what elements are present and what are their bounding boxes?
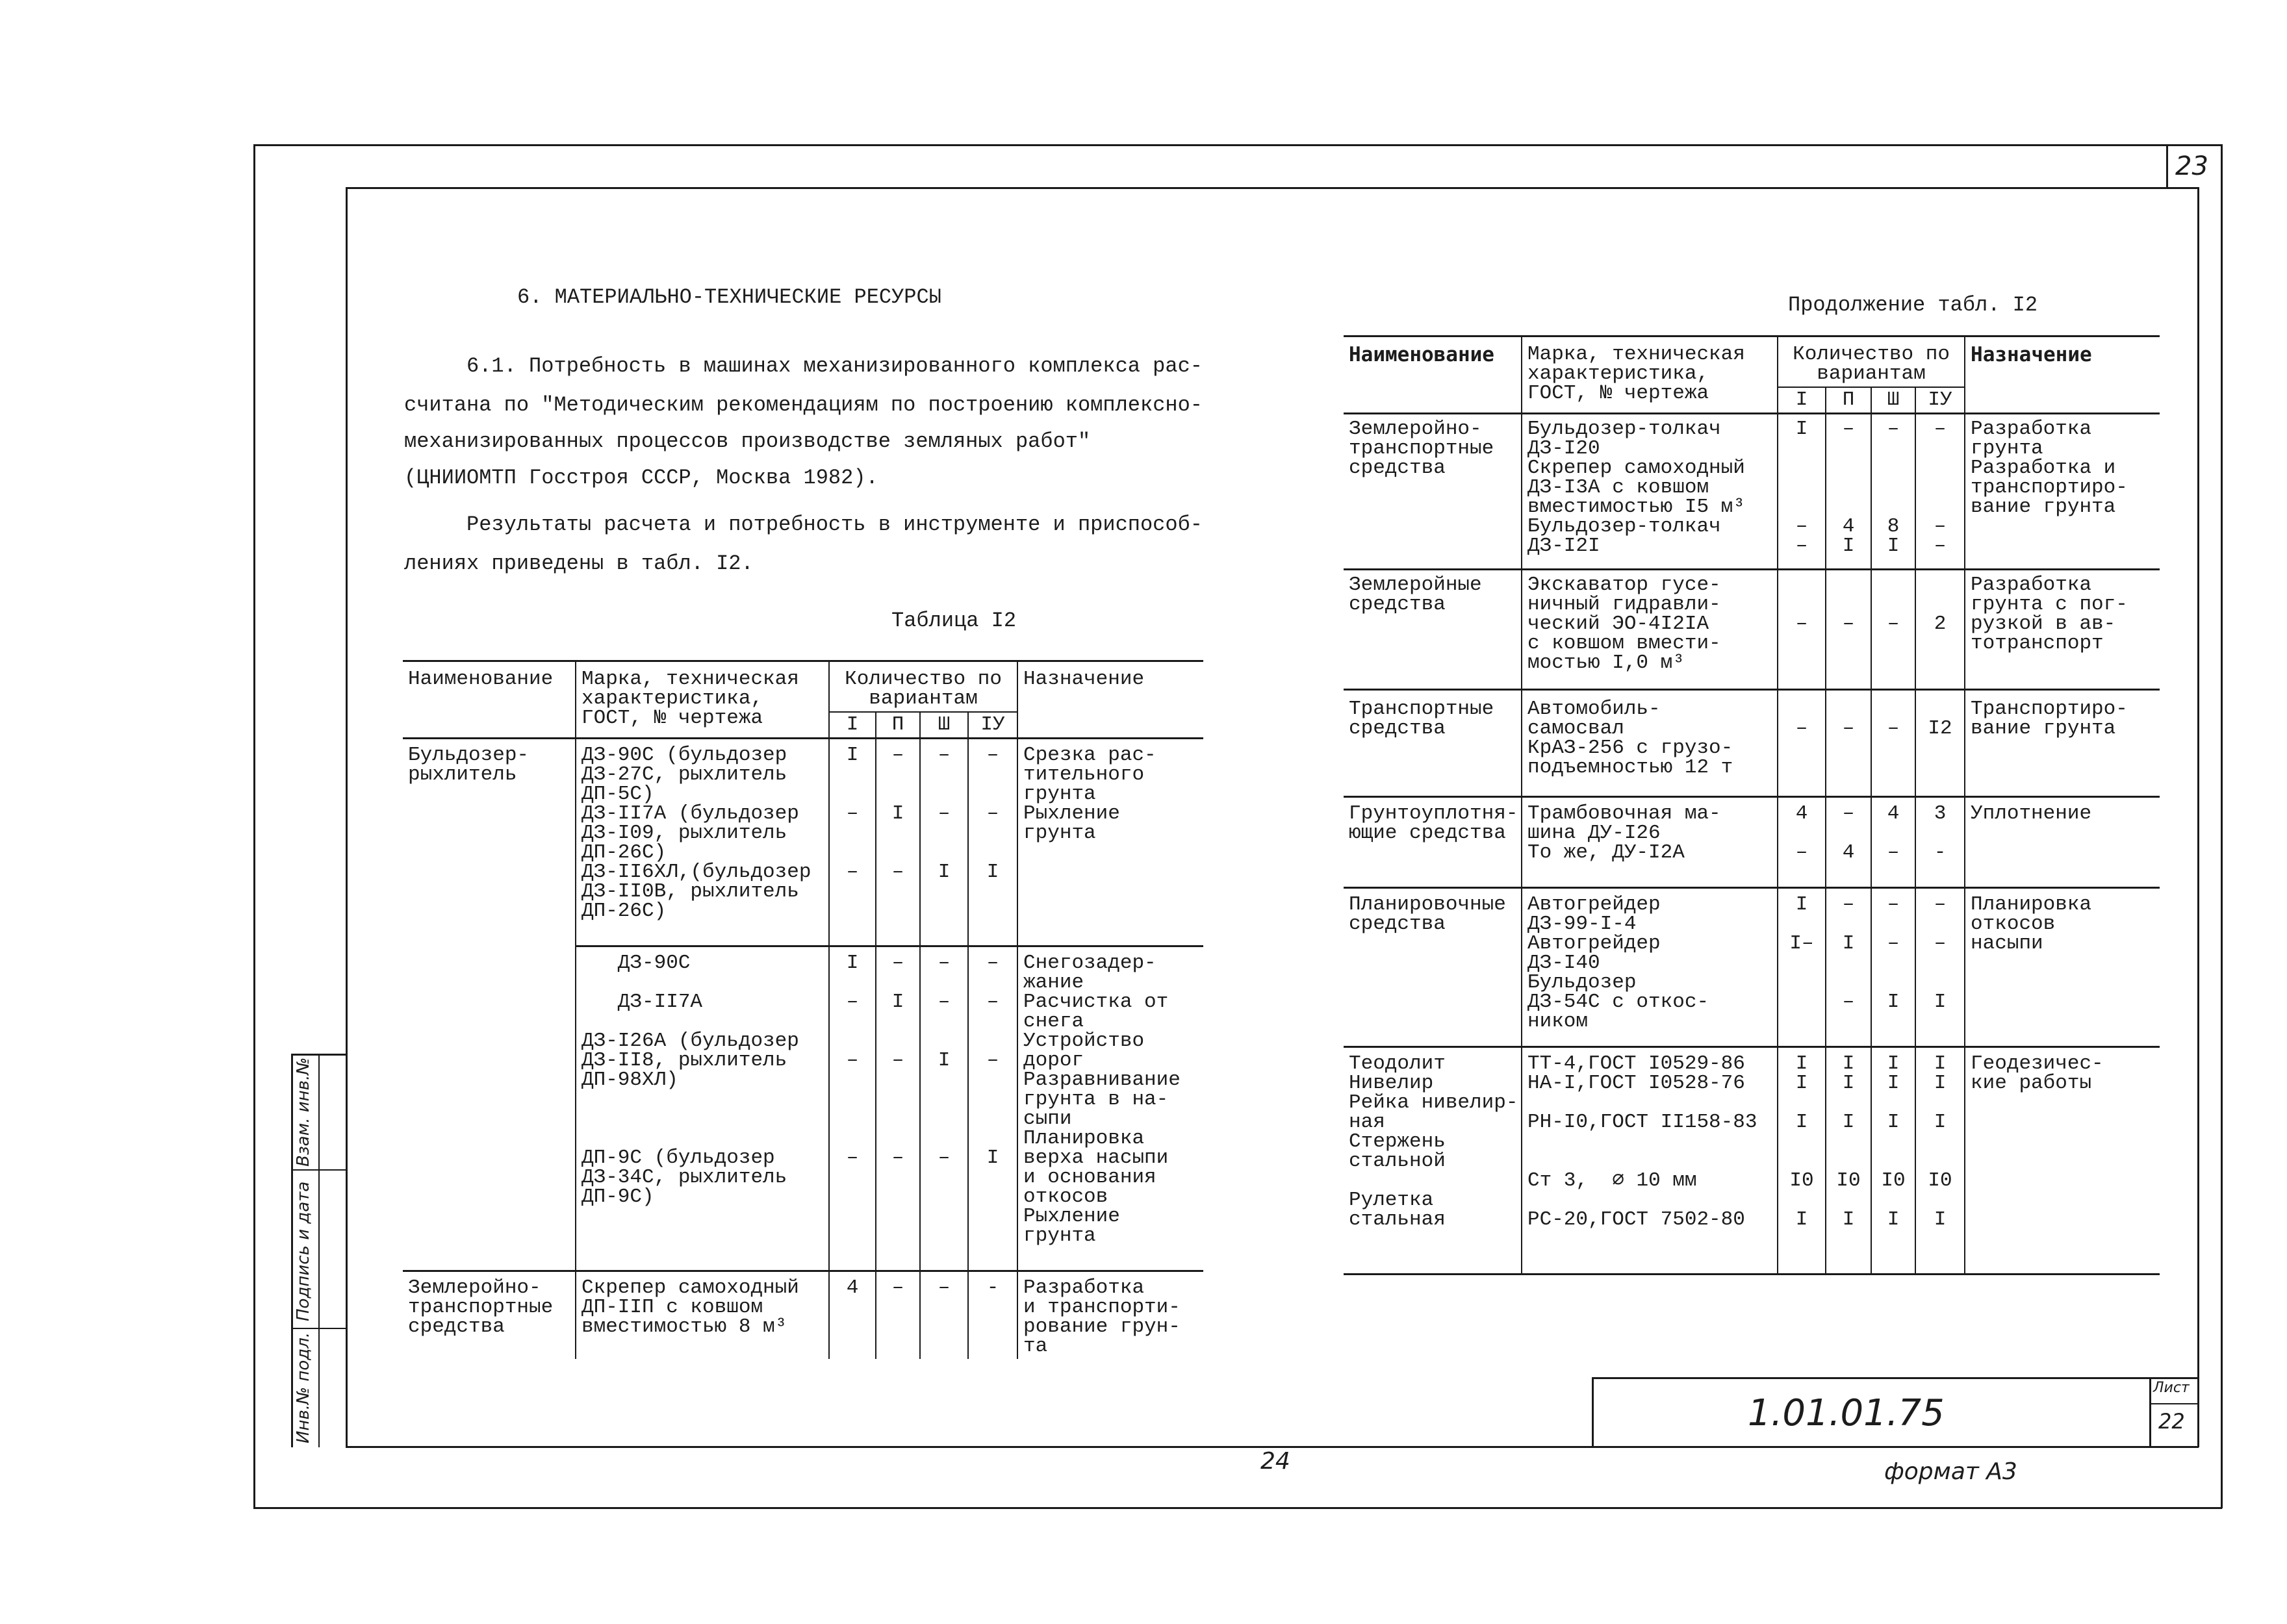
right-row3-v4: I2 bbox=[1915, 690, 1965, 797]
table-row bbox=[1344, 414, 2160, 570]
table-caption: Таблица I2 bbox=[891, 609, 1017, 633]
right-row6-name: Теодолит Нивелир Рейка нивелир- ная Стержень стальной Рулетка стальная bbox=[1344, 1047, 1522, 1275]
left-header-mark: Марка, техническая характеристика, ГОСТ, № чертежа bbox=[576, 661, 829, 739]
left-row3-v2: – bbox=[876, 1271, 920, 1360]
right-row6-mark: ТТ-4,ГОСТ I0529-86 НА-I,ГОСТ I0528-76 РН-I0,ГОСТ II158-83 Ст 3, ∅ 10 мм РС-20,ГОСТ 7502-80 bbox=[1522, 1047, 1778, 1275]
list-value: 22 bbox=[2158, 1409, 2185, 1434]
left-header-v1: I bbox=[829, 712, 876, 739]
left-row3-name: Землеройно- транспортные средства bbox=[403, 1271, 576, 1360]
right-row5-v3: – – I bbox=[1871, 888, 1915, 1047]
right-row4-v2: – 4 bbox=[1826, 797, 1871, 888]
sheet-number: 23 bbox=[2175, 151, 2208, 181]
right-row2-name: Землеройные средства bbox=[1344, 570, 1522, 690]
right-header-purpose: Назначение bbox=[1965, 336, 2160, 414]
right-row4-name: Грунтоуплотня- ющие средства bbox=[1344, 797, 1522, 888]
right-row1-mark: Бульдозер-толкач ДЗ-I20 Скрепер самоходный ДЗ-I3А с ковшом вместимостью I5 м³ Бульдозер-толкач ДЗ-I2I bbox=[1522, 414, 1778, 570]
right-row3-purpose: Транспортиро- вание грунта bbox=[1965, 690, 2160, 797]
left-header-name: Наименование bbox=[403, 661, 576, 739]
inner-frame-top bbox=[346, 187, 2199, 189]
table-row bbox=[1344, 690, 2160, 797]
paragraph2-line1: Результаты расчета и потребность в инструменте и приспособ- bbox=[466, 513, 1203, 537]
right-row2-mark: Экскаватор гусе- ничный гидравли- ческий ЭО-4I2IА с ковшом вмести- мостью I,0 м³ bbox=[1522, 570, 1778, 690]
left-header-v4: IУ bbox=[968, 712, 1017, 739]
left-header-v2: П bbox=[876, 712, 920, 739]
left-header-v3: Ш bbox=[920, 712, 968, 739]
right-row6-v2: I I I I0 I bbox=[1826, 1047, 1871, 1275]
continuation-caption: Продолжение табл. I2 bbox=[1788, 293, 2038, 317]
right-row1-v1: I – – bbox=[1778, 414, 1826, 570]
right-row6-v3: I I I I0 I bbox=[1871, 1047, 1915, 1275]
left-header-qty: Количество по вариантам bbox=[829, 661, 1017, 713]
side-strip-sep2 bbox=[291, 1328, 347, 1329]
left-row3-v3: – bbox=[920, 1271, 968, 1360]
right-header-mark: Марка, техническая характеристика, ГОСТ, № чертежа bbox=[1522, 336, 1778, 414]
inner-frame-left bbox=[346, 187, 348, 1447]
right-row4-v4: 3 - bbox=[1915, 797, 1965, 888]
right-row4-purpose: Уплотнение bbox=[1965, 797, 2160, 888]
right-row3-v3: – bbox=[1871, 690, 1915, 797]
left-row3-v4: - bbox=[968, 1271, 1017, 1360]
table-row bbox=[403, 946, 1203, 1271]
right-row3-v2: – bbox=[1826, 690, 1871, 797]
right-header-v2: П bbox=[1826, 387, 1871, 414]
paragraph1-line1: 6.1. Потребность в машинах механизированного комплекса рас- bbox=[466, 354, 1203, 378]
right-row5-v4: – – I bbox=[1915, 888, 1965, 1047]
left-row2-v3: – – I – bbox=[920, 946, 968, 1271]
right-row2-v1: – bbox=[1778, 570, 1826, 690]
table-row bbox=[1344, 570, 2160, 690]
side-strip-sep1 bbox=[291, 1169, 347, 1171]
right-header-name: Наименование bbox=[1344, 336, 1522, 414]
right-row5-v1: I I– bbox=[1778, 888, 1826, 1047]
table-row bbox=[1344, 888, 2160, 1047]
right-row3-mark: Автомобиль- самосвал КрАЗ-256 с грузо- подъемностью 12 т bbox=[1522, 690, 1778, 797]
right-row4-v1: 4 – bbox=[1778, 797, 1826, 888]
right-row6-purpose: Геодезичес- кие работы bbox=[1965, 1047, 2160, 1275]
left-row2-mark: ДЗ-90С ДЗ-II7А ДЗ-I26А (бульдозер ДЗ-II8, рыхлитель ДП-98ХЛ) ДП-9С (бульдозер ДЗ-34С, рыхлитель ДП-9С) bbox=[576, 946, 829, 1271]
left-row1-v2: – I – bbox=[876, 739, 920, 946]
left-table bbox=[403, 660, 1203, 1359]
right-row4-mark: Трамбовочная ма- шина ДУ-I26 То же, ДУ-I2А bbox=[1522, 797, 1778, 888]
list-label: Лист bbox=[2153, 1380, 2190, 1396]
page-number-bottom: 24 bbox=[1260, 1448, 1290, 1475]
right-row5-name: Планировочные средства bbox=[1344, 888, 1522, 1047]
paragraph1-line4: (ЦНИИОМТП Госстроя СССР, Москва 1982). bbox=[404, 466, 878, 490]
inner-frame-right bbox=[2197, 187, 2199, 1447]
left-row2-v2: – I – – bbox=[876, 946, 920, 1271]
left-row1-name: Бульдозер- рыхлитель bbox=[408, 744, 530, 786]
side-stamp-sign: Подпись и дата bbox=[294, 1181, 313, 1321]
right-row2-v2: – bbox=[1826, 570, 1871, 690]
section-title: 6. МАТЕРИАЛЬНО-ТЕХНИЧЕСКИЕ РЕСУРСЫ bbox=[517, 285, 941, 309]
right-row6-v1: I I I I0 I bbox=[1778, 1047, 1826, 1275]
table-row bbox=[403, 1271, 1203, 1360]
right-row3-v1: – bbox=[1778, 690, 1826, 797]
right-header-v4: IУ bbox=[1915, 387, 1965, 414]
sheet-box-left bbox=[2166, 144, 2168, 187]
right-row1-v4: – – – bbox=[1915, 414, 1965, 570]
left-row1-purpose: Срезка рас- тительного грунта Рыхление грунта bbox=[1017, 739, 1203, 946]
side-strip-left bbox=[291, 1054, 293, 1447]
side-strip-mid bbox=[318, 1054, 320, 1447]
left-header-purpose: Назначение bbox=[1017, 661, 1203, 739]
right-row2-v4: 2 bbox=[1915, 570, 1965, 690]
outer-frame-right bbox=[2221, 144, 2223, 1508]
left-row1-v3: – – I bbox=[920, 739, 968, 946]
table-row bbox=[1344, 1047, 2160, 1275]
right-row5-purpose: Планировка откосов насыпи bbox=[1965, 888, 2160, 1047]
left-row2-v4: – – – I bbox=[968, 946, 1017, 1271]
title-block-left bbox=[1592, 1377, 1594, 1447]
right-row2-purpose: Разработка грунта с пог- рузкой в ав- тотранспорт bbox=[1965, 570, 2160, 690]
left-row3-purpose: Разработка и транспорти- рование грун- та bbox=[1017, 1271, 1203, 1360]
paragraph1-line2: считана по "Методическим рекомендациям по построению комплексно- bbox=[404, 393, 1203, 417]
right-row5-mark: Автогрейдер ДЗ-99-I-4 Автогрейдер ДЗ-I40 Бульдозер ДЗ-54С с откос- ником bbox=[1522, 888, 1778, 1047]
right-header-qty: Количество по вариантам bbox=[1778, 336, 1965, 388]
paragraph1-line3: механизированных процессов производстве земляных работ" bbox=[404, 429, 1091, 453]
right-row1-v2: – 4 I bbox=[1826, 414, 1871, 570]
left-row2-name bbox=[403, 946, 576, 1271]
left-row3-mark: Скрепер самоходный ДП-IIП с ковшом вместимостью 8 м³ bbox=[576, 1271, 829, 1360]
left-row1-v1: I – – bbox=[829, 739, 876, 946]
format-label: формат А3 bbox=[1884, 1458, 2017, 1485]
table-row bbox=[403, 739, 1203, 946]
right-row3-name: Транспортные средства bbox=[1344, 690, 1522, 797]
right-table bbox=[1344, 335, 2160, 1275]
right-row5-v2: – I – bbox=[1826, 888, 1871, 1047]
side-stamp-inv: Инв.№ подл. bbox=[294, 1332, 313, 1443]
left-row2-v1: I – – – bbox=[829, 946, 876, 1271]
outer-frame-left bbox=[253, 144, 255, 1508]
right-header-v1: I bbox=[1778, 387, 1826, 414]
table-row bbox=[1344, 797, 2160, 888]
title-block-mid bbox=[2149, 1403, 2197, 1404]
doc-code: 1.01.01.75 bbox=[1748, 1392, 1945, 1434]
left-row1-v4: – – I bbox=[968, 739, 1017, 946]
right-row1-purpose: Разработка грунта Разработка и транспортиро- вание грунта bbox=[1965, 414, 2160, 570]
outer-frame-top bbox=[253, 144, 2222, 146]
left-row1-mark: ДЗ-90С (бульдозер ДЗ-27С, рыхлитель ДП-5С) ДЗ-II7А (бульдозер ДЗ-I09, рыхлитель ДП-26С) ДЗ-II6ХЛ,(бульдозер ДЗ-II0В, рыхлитель ДП-26С) bbox=[576, 739, 829, 946]
title-block-top bbox=[1592, 1377, 2197, 1379]
left-row2-purpose: Снегозадер- жание Расчистка от снега Устройство дорог Разравнивание грунта в на- сыпи Планировка верха насыпи и основания откосов Рыхление грунта bbox=[1017, 946, 1203, 1271]
right-row6-v4: I I I I0 I bbox=[1915, 1047, 1965, 1275]
side-stamp-replace: Взам. инв.№ bbox=[294, 1057, 313, 1167]
right-row2-v3: – bbox=[1871, 570, 1915, 690]
paragraph2-line2: лениях приведены в табл. I2. bbox=[404, 552, 754, 576]
right-row1-v3: – 8 I bbox=[1871, 414, 1915, 570]
right-row4-v3: 4 – bbox=[1871, 797, 1915, 888]
title-block-divider bbox=[2149, 1377, 2151, 1447]
right-header-v3: Ш bbox=[1871, 387, 1915, 414]
left-row3-v1: 4 bbox=[829, 1271, 876, 1360]
right-row1-name: Землеройно- транспортные средства bbox=[1349, 418, 1494, 479]
outer-frame-bottom bbox=[253, 1507, 2222, 1509]
